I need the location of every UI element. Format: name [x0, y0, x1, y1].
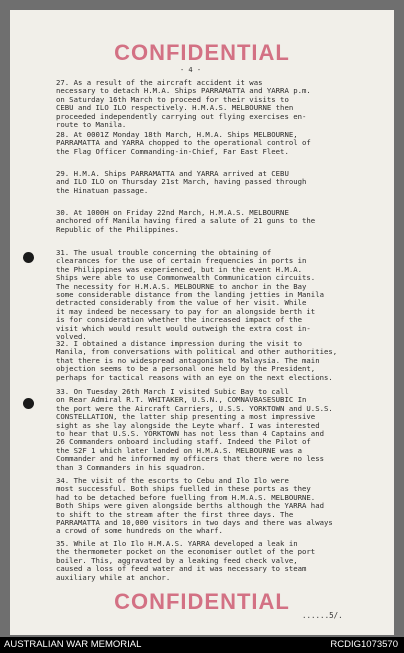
paragraph-31: 31. The usual trouble concerning the obtaining of clearances for the use of certain frequencies in ports in the Philippines was experienced, but in the event H.M.A. Ships were able to use Commonwealth Communication circuits. The necessity for H.M.A.S. MELBOURNE to anchor in the Bay some considerable distance from the landing jetties in Manila detracted considerably from the value of her visit. While it may indeed be necessary to pay for an alongside berth it is for consideration whether the increased impact of the visit which would result would outweigh the extra cost in- volved.	[56, 248, 324, 342]
paragraph-29: 29. H.M.A. Ships PARRAMATTA and YARRA arrived at CEBU and ILO ILO on Thursday 21st March, having passed through the Hinatuan passage.	[56, 169, 307, 195]
footer-institution: AUSTRALIAN WAR MEMORIAL	[4, 639, 142, 650]
paragraph-30: 30. At 1000H on Friday 22nd March, H.M.A.S. MELBOURNE anchored off Manila having fired a salute of 21 guns to the Republic of the Philippines.	[56, 208, 316, 234]
archive-footer	[0, 637, 404, 653]
paragraph-27: 27. As a result of the aircraft accident it was necessary to detach H.M.A. Ships PARRAMATTA and YARRA p.m. on Saturday 16th March to proceed for their visits to CEBU and ILO ILO respectively. H.M.A.S. MELBOURNE then proceeded independently carrying out flying exercises en- route to Manila.	[56, 78, 311, 130]
paragraph-34: 34. The visit of the escorts to Cebu and Ilo Ilo were most successful. Both ships fuelled in these ports as they had to be detached before fuelling from H.M.A.S. MELBOURNE. Both Ships were given alongside berths although the YARRA had to shift to the stream after the first three days. The PARRAMATTA and 10,000 visitors in two days and there was always a crowd of some hundreds on the wharf.	[56, 476, 333, 536]
punch-hole-icon	[23, 398, 34, 409]
confidential-stamp-top: CONFIDENTIAL	[114, 40, 290, 65]
document-page	[10, 10, 394, 635]
punch-hole-icon	[23, 252, 34, 263]
continued-marker: ......5/.	[302, 611, 343, 620]
paragraph-32: 32. I obtained a distance impression during the visit to Manila, from conversations with political and other authorities, that there is no widespread antagonism to Malaysia. The main objection seems to be a personal one held by the President, perhaps for tactical reasons with an eye on the next elections.	[56, 339, 338, 382]
page-number: - 4 -	[180, 66, 202, 74]
paragraph-28: 28. At 0001Z Monday 18th March, H.M.A. Ships MELBOURNE, PARRAMATTA and YARRA chopped to the operational control of the Flag Officer Commanding-in-Chief, Far East Fleet.	[56, 130, 311, 156]
confidential-stamp-bottom: CONFIDENTIAL	[114, 589, 290, 614]
paragraph-35: 35. While at Ilo Ilo H.M.A.S. YARRA developed a leak in the thermometer pocket on the economiser outlet of the port boiler. This, aggravated by a leaking feed check valve, caused a loss of feed water and it was necessary to steam auxiliary while at anchor.	[56, 539, 316, 582]
paragraph-33: 33. On Tuesday 26th March I visited Subic Bay to call on Rear Admiral R.T. WHITAKER, U.S.N., COMNAVBASESUBIC In the port were the Aircraft Carriers, U.S.S. YORKTOWN and U.S.S. CONSTELLATION, the latter ship presenting a most impressive sight as she lay alongside the Leyte wharf. I was interested to hear that U.S.S. YORKTOWN has not less than 4 Captains and 26 Commanders onboard including staff. Indeed the Pilot of the S2F 1 which later landed on H.M.A.S. MELBOURNE was a Commander and he informed my officers that there were no less than 3 Commanders in his squadron.	[56, 387, 333, 472]
footer-record-id: RCDIG1073570	[330, 639, 398, 650]
